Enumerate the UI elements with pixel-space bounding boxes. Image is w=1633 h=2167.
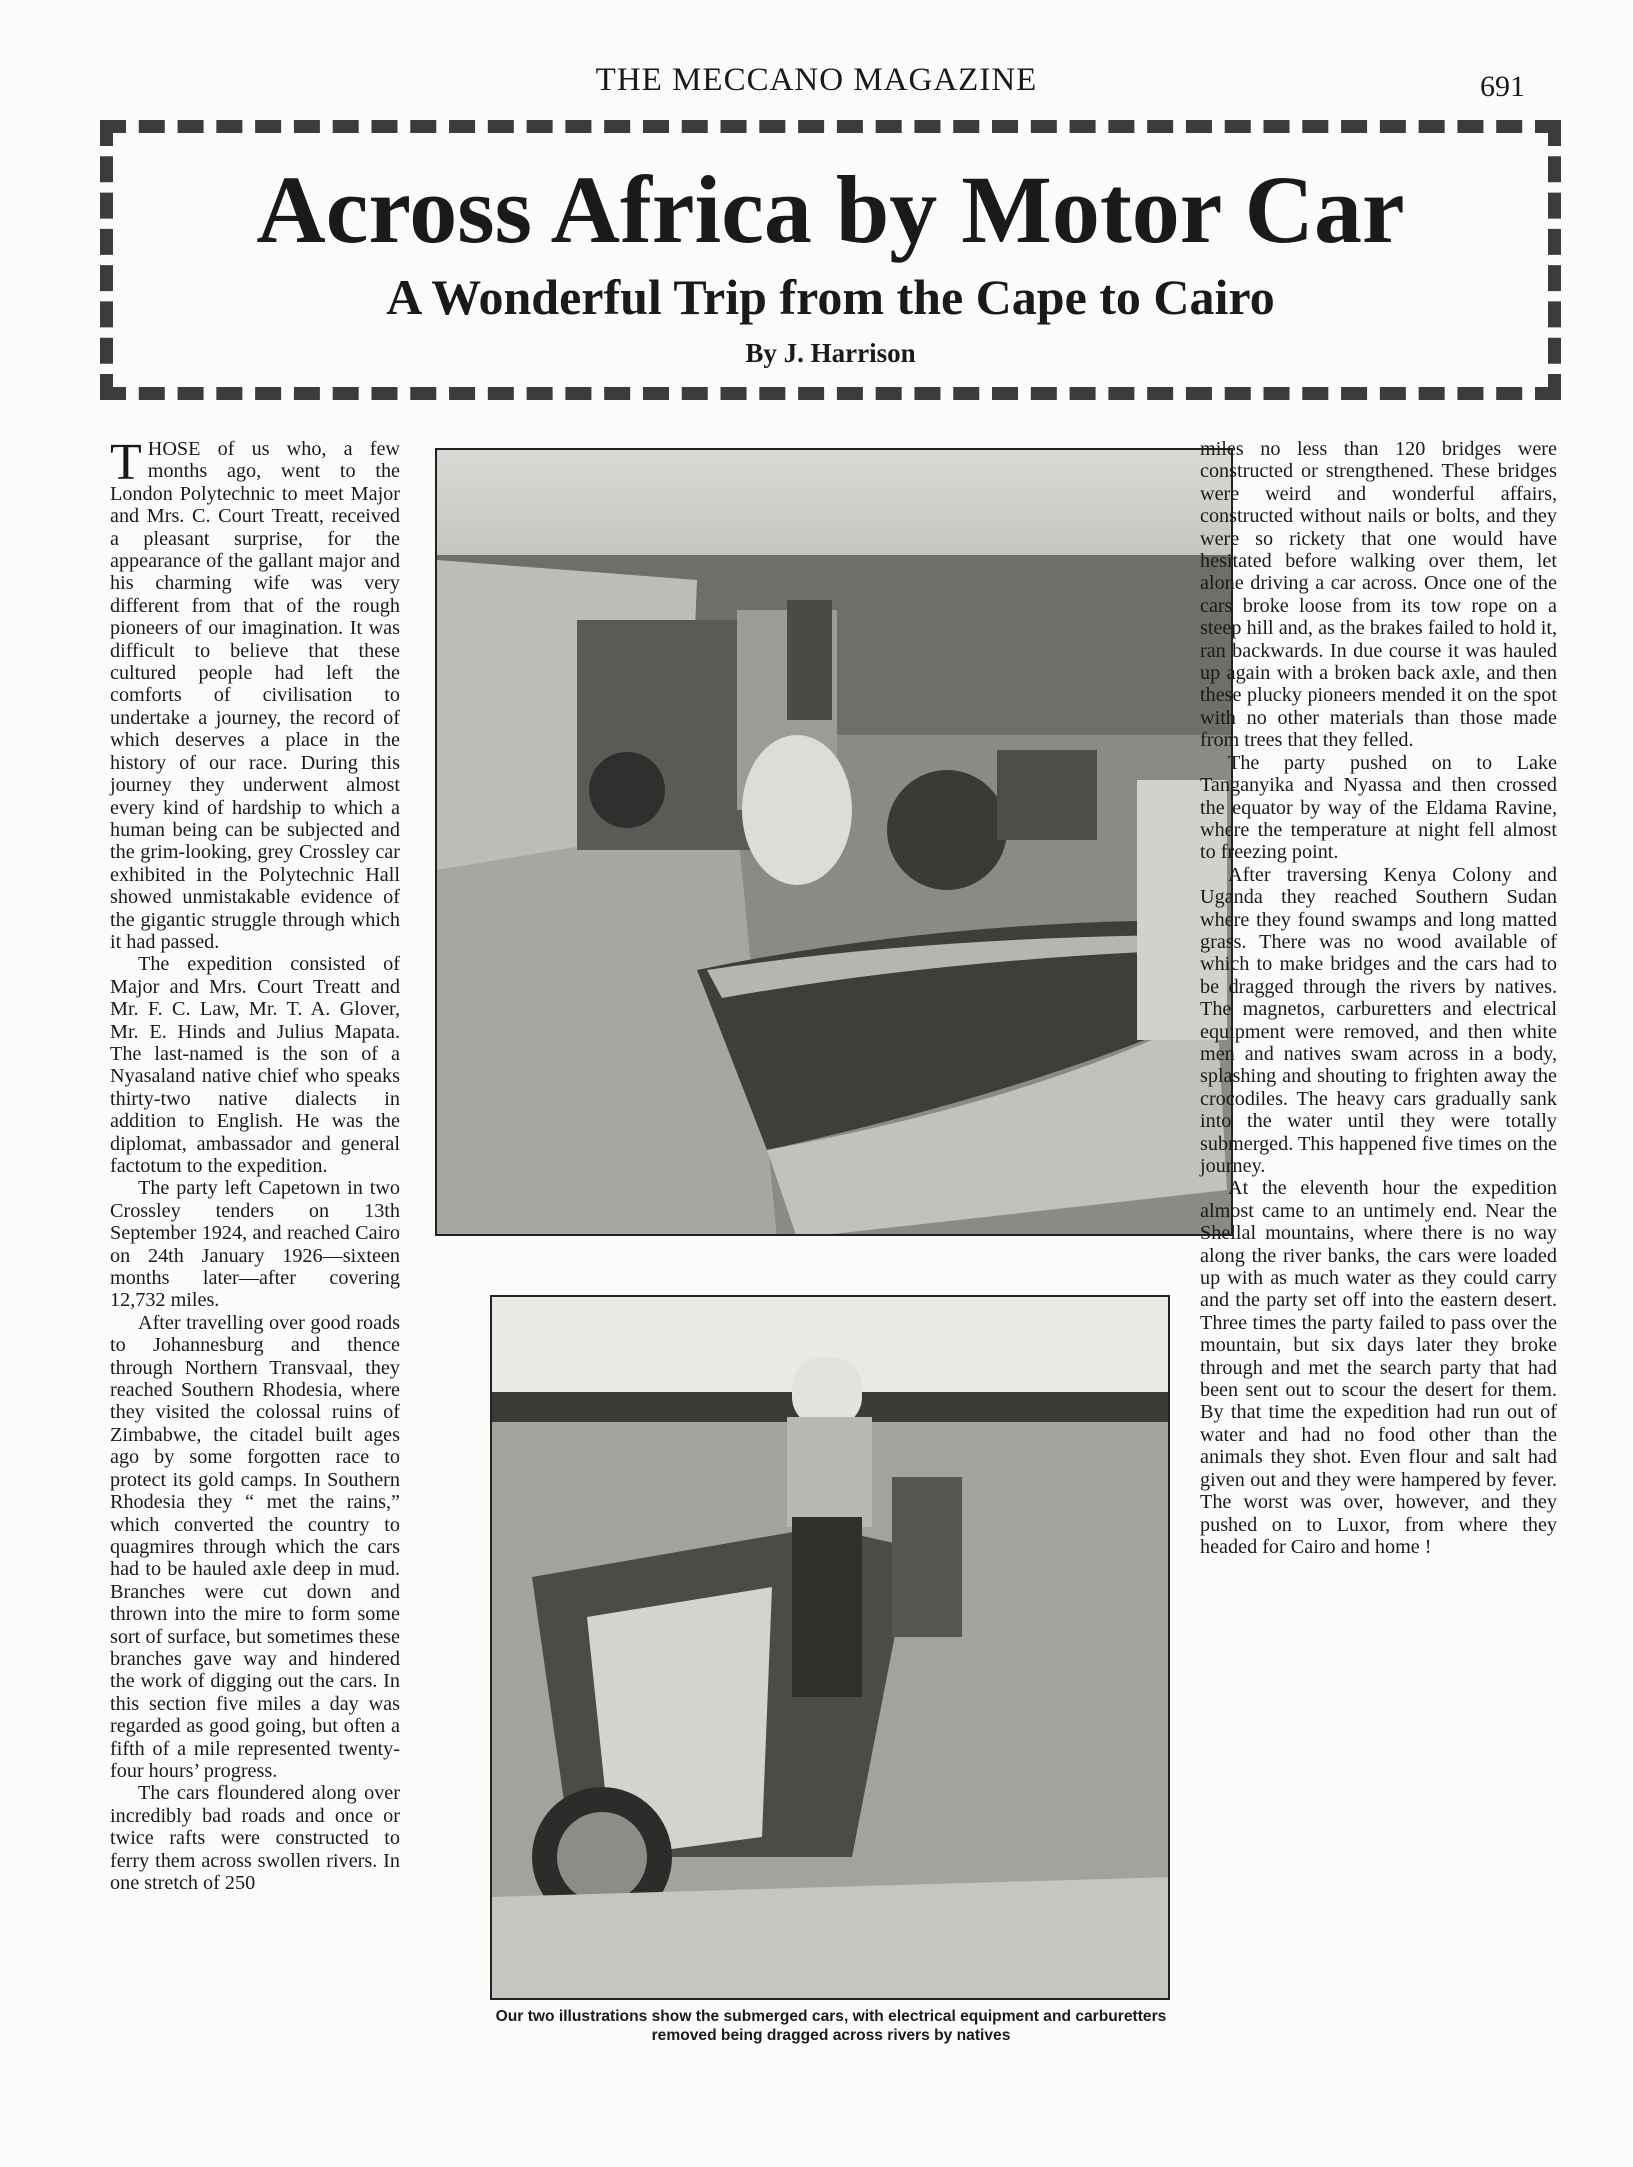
page-number: 691 xyxy=(1480,70,1525,103)
paragraph: The party left Capetown in two Crossley tenders on 13th September 1924, and reached Cairo on 24th January 1926—sixteen months later—after covering 12,732 miles. xyxy=(110,1177,400,1312)
paragraph: The party pushed on to Lake Tanganyika and Nyassa and then crossed the equator by way of the Eldama Ravine, where the temperature at night fell almost to freezing point. xyxy=(1200,751,1557,864)
photo-submerged-car-image xyxy=(492,1297,1170,2000)
photo-caption: Our two illustrations show the submerged cars, with electrical equipment and carburetters removed being dragged across rivers by natives xyxy=(495,2008,1167,2044)
paragraph: After travelling over good roads to Johannesburg and thence through Northern Transvaal, they reached Southern Rhodesia, where they visited the colossal ruins of Zimbabwe, the citadel built ages ago by some forgotten race to protect its gold camps. In Southern Rhodesia they “ met the rains,” which converted the country to quagmires through which the cars had to be hauled axle deep in mud. Branches were cut down and thrown into the mire to form some sort of surface, but sometimes these branches gave way and hindered the work of digging out the cars. In this section five miles a day was regarded as good going, but often a fifth of a mile represented twenty-four hours’ progress. xyxy=(110,1311,400,1782)
right-column xyxy=(1200,438,1557,1558)
article-title: Across Africa by Motor Car xyxy=(256,156,1405,263)
paragraph: The cars floundered along over incredibly bad roads and once or twice rafts were constructed to ferry them across swollen rivers. In one stretch of 250 xyxy=(110,1782,400,1894)
left-column xyxy=(110,434,400,1894)
paragraph: After traversing Kenya Colony and Uganda they reached Southern Sudan where they found swamps and long matted grass. There was no wood available of which to make bridges and the cars had to be dragged through the rivers by natives. The magnetos, carburetters and electrical equipment were removed, and then white men and natives swam across in a body, splashing and shouting to frighten away the crocodiles. The heavy cars gradually sank into the water until they were totally submerged. This happened five times on the journey. xyxy=(1200,863,1557,1177)
article-subtitle: A Wonderful Trip from the Cape to Cairo xyxy=(386,269,1275,325)
paragraph: The expedition consisted of Major and Mrs. Court Treatt and Mr. F. C. Law, Mr. T. A. Glover, Mr. E. Hinds and Julius Mapata. The last-named is the son of a Nyasaland native chief who speaks thirty-two native dialects in addition to English. He was the diplomat, ambassador and general factotum to the expedition. xyxy=(110,953,400,1177)
photo-submerged-car xyxy=(490,1295,1170,2000)
paragraph: At the eleventh hour the expedition almost came to an untimely end. Near the Shellal mountains, where there is no way along the river banks, the cars were loaded up with as much water as they could carry and the party set off into the eastern desert. Three times the party failed to pass over the mountain, but six days later they broke through and met the search party that had been sent out to scour the desert for them. By that time the expedition had run out of water and had no food other than the animals they shot. Even flour and salt had given out and they were hampered by fever. The worst was over, however, and they pushed on to Luxor, from where they headed for Cairo and home ! xyxy=(1200,1177,1557,1558)
running-head: THE MECCANO MAGAZINE xyxy=(595,62,1038,98)
photo-car-and-boat xyxy=(435,448,1233,1236)
paragraph: THOSE of us who, a few months ago, went to the London Polytechnic to meet Major and Mrs. C. Court Treatt, received a pleasant surprise, for the appearance of the gallant major and his charming wife was very different from that of the rough pioneers of our imagination. It was difficult to believe that these cultured people had left the comforts of civilisation to undertake a journey, the record of which deserves a place in the history of our race. During this journey they underwent almost every kind of hardship to which a human being can be subjected and the grim-looking, grey Crossley car exhibited in the Polytechnic Hall showed unmistakable evidence of the gigantic struggle through which it had passed. xyxy=(110,434,400,953)
photo-car-and-boat-image xyxy=(437,450,1233,1236)
byline: By J. Harrison xyxy=(745,338,916,368)
paragraph: miles no less than 120 bridges were constructed or strengthened. These bridges were weird and wonderful affairs, constructed without nails or bolts, and they were so rickety that one would have hesitated before walking over them, let alone driving a car across. Once one of the cars broke loose from its tow rope on a steep hill and, as the brakes failed to hold it, ran backwards. In due course it was hauled up again with a broken back axle, and then these plucky pioneers mended it on the spot with no other materials than those made from trees that they felled. xyxy=(1200,438,1557,752)
drop-cap: T xyxy=(110,434,142,491)
